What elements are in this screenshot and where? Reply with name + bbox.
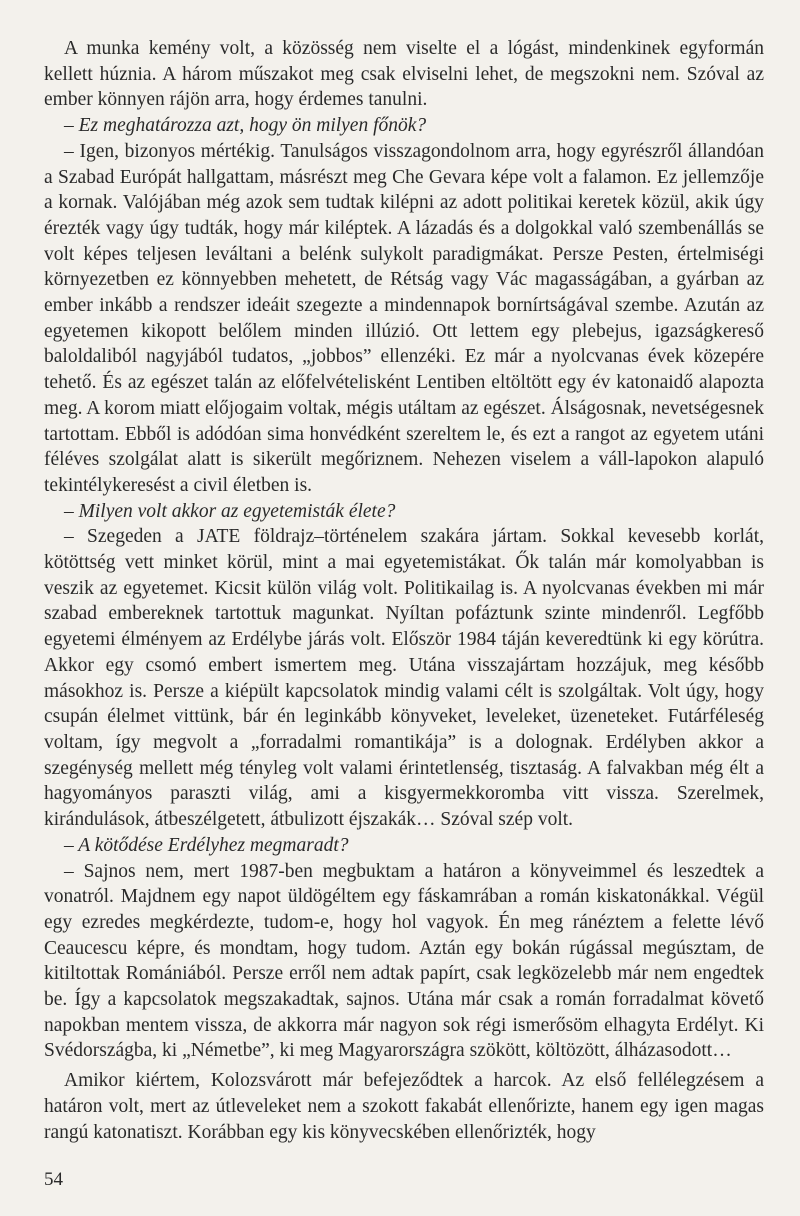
page-number: 54: [44, 1169, 63, 1190]
answer-boss: – Igen, bizonyos mértékig. Tanulságos visszagondolnom arra, hogy egyrészről állandóan a Szabad Európát hallgattam, másrészt meg Che Gevara képe volt a falamon. Ez jellemzője a kornak. Valójában még azok sem tudtak kilépni az adott politikai keretek közül, akik úgy érezték vagy úgy tudták, hogy már kiléptek. A lázadás és a dolgokkal való szembenállás se volt képes teljesen leváltani a belénk sulykolt paradigmákat. Persze Pesten, értelmiségi környezetben ez könnyebben mehetett, de Rétság vagy Vác magasságában, a gyárban az ember inkább a rendszer ideáit szegezte a mindennapok bornírtságával szembe. Azután az egyetemen kikopott belőlem minden illúzió. Ott lettem egy plebejus, igazságkereső baloldaliból nagyjából tudatos, „jobbos” ellenzéki. Ez már a nyolcvanas évek közepére tehető. És az egészet talán az előfelvételisként Lentiben eltöltött egy év katonaidő alapozta meg. A korom miatt előjogaim voltak, mégis utáltam az egészet. Álságosnak, nevetségesnek tartottam. Ebből is adódóan sima honvédként szereltem le, és ezt a rangot az egyetem utáni féléves szolgálat alatt is sikerült megőriznem. Nehezen viselem a váll-lapokon alapuló tekintélykeresést a civil életben is.: [44, 140, 764, 496]
question-transylvania: – A kötődése Erdélyhez megmaradt?: [64, 834, 349, 856]
paragraph-kolozsvar: Amikor kiértem, Kolozsvárott már befejeződtek a harcok. Az első fellélegzésem a határon volt, mert az útleveleket nem a szokott fakabát ellenőrizte, hanem egy igen magas rangú katonatiszt. Korábban egy kis könyvecskében ellenőrizték, hogy: [44, 1070, 764, 1143]
answer-university-life: – Szegeden a JATE földrajz–történelem szakára jártam. Sokkal kevesebb korlát, kötöttség vett minket körül, mint a mai egyetemistákat. Ők talán már komolyabban is veszik az egyetemet. Kicsit külön világ volt. Politikailag is. A nyolcvanas években mi már szabad embereknek tartottuk magunkat. Nyíltan pofáztunk szinte mindenről. Legfőbb egyetemi élményem az Erdélybe járás volt. Először 1984 táján keveredtünk ki egy körútra. Akkor egy csomó embert ismertem meg. Utána visszajártam hozzájuk, meg később másokhoz is. Persze a kiépült kapcsolatok mindig valami célt is szolgáltak. Volt úgy, hogy csupán élelmet vittünk, bár én leginkább könyveket, leveleket, üzeneteket. Futárféleség voltam, így megvolt a „forradalmi romantikája” is a dolognak. Erdélyben akkor a szegénység mellett még tényleg volt valami érintetlenség, tisztaság. A falvakban még élt a hagyományos paraszti világ, ami a kisgyermekkoromba vitt vissza. Szerelmek, kirándulások, átbeszélgetett, átbulizott éjszakák… Szóval szép volt.: [44, 526, 764, 831]
question-boss: – Ez meghatározza azt, hogy ön milyen főnök?: [64, 115, 427, 137]
question-university-life: – Milyen volt akkor az egyetemisták élete?: [64, 500, 396, 522]
page-body: [44, 36, 764, 1145]
paragraph-intro: A munka kemény volt, a közösség nem viselte el a lógást, mindenkinek egyformán kellett húznia. A három műszakot meg csak elviselni lehet, de megszokni nem. Szóval az ember könnyen rájön arra, hogy érdemes tanulni.: [44, 38, 764, 111]
answer-transylvania: – Sajnos nem, mert 1987-ben megbuktam a határon a könyveimmel és leszedtek a vonatról. Majdnem egy napot üldögéltem egy fáskamrában a román kiskatonákkal. Végül egy ezredes megkérdezte, tudom-e, hogy hol vagyok. Én meg ránéztem a felette lévő Ceaucescu képre, és mondtam, hogy tudom. Aztán egy bokán rúgással megúsztam, de kitiltottak Romániából. Persze erről nem adtak papírt, csak legközelebb már nem engedtek be. Így a kapcsolatok megszakadtak, sajnos. Utána már csak a román forradalmat követő napokban mentem vissza, de akkorra már nagyon sok régi ismerősöm elhagyta Erdélyt. Ki Svédországba, ki „Németbe”, ki meg Magyarországra szökött, költözött, álházasodott…: [44, 860, 764, 1062]
